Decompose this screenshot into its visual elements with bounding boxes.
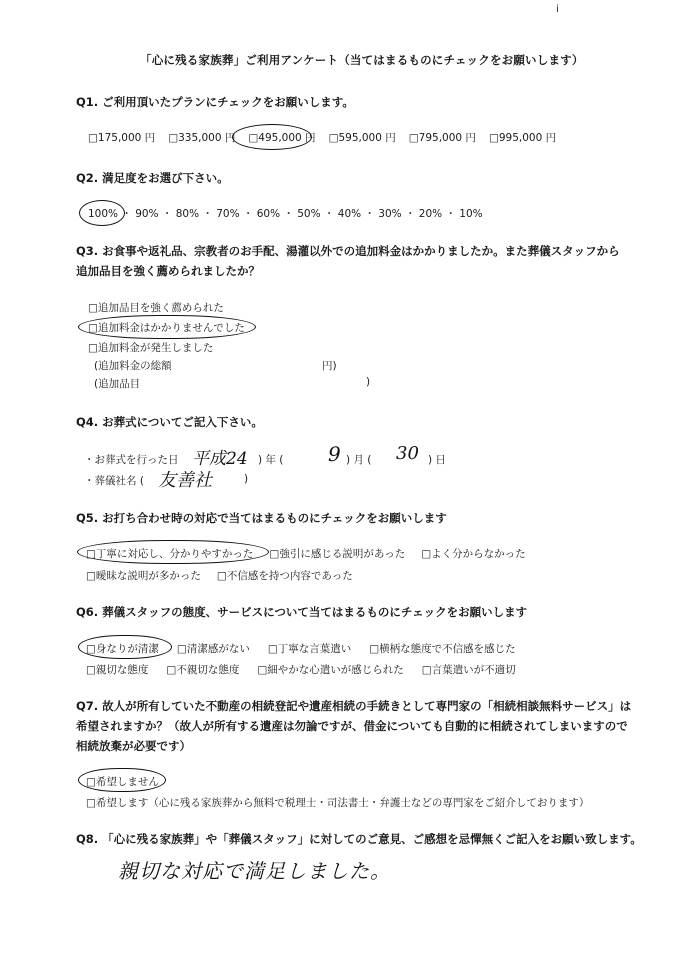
q3-selection-circle bbox=[78, 315, 256, 339]
q6-option-attentive[interactable]: □細やかな心遣いが感じられた bbox=[257, 664, 404, 676]
q7-selection-circle bbox=[78, 768, 166, 792]
q5-option-vague[interactable]: □曖昧な説明が多かった bbox=[86, 570, 201, 582]
q6-option-polite-words[interactable]: □丁寧な言葉遣い bbox=[267, 643, 352, 655]
survey-title: 「心に残る家族葬」ご利用アンケート（当てはまるものにチェックをお願いします） bbox=[140, 53, 584, 67]
q3-items-close: ) bbox=[366, 376, 371, 388]
q4-company-label: ・葬儀社名 ( bbox=[84, 475, 144, 487]
q4-company-close: ) bbox=[244, 473, 249, 485]
q6-label: Q6. 葬儀スタッフの態度、サービスについて当てはまるものにチェックをお願いします bbox=[76, 605, 528, 619]
q7-option-decline[interactable]: □希望しません bbox=[86, 776, 159, 788]
q5-option-polite-clear[interactable]: □丁寧に対応し、分かりやすかった bbox=[86, 548, 254, 560]
q1-option-995000[interactable]: □995,000 円 bbox=[488, 132, 557, 144]
q4-month-unit: ) 月 ( bbox=[346, 454, 372, 466]
q6-selection-circle bbox=[78, 635, 172, 659]
q5-options-row2 bbox=[86, 568, 353, 583]
q2-options[interactable]: 100% ・ 90% ・ 80% ・ 70% ・ 60% ・ 50% ・ 40% ・ 30% ・ 20% ・ 10% bbox=[88, 208, 483, 220]
q2-selection-circle bbox=[79, 200, 125, 226]
q3-amount-label: (追加料金の総額 bbox=[94, 360, 172, 372]
q4-day-unit: ) 日 bbox=[428, 454, 446, 466]
q7-option-request[interactable]: □希望します（心に残る家族葬から無料で税理士・司法書士・弁護士などの専門家をご紹介しております） bbox=[86, 797, 590, 809]
q3-option-recommended[interactable]: □追加品目を強く薦められた bbox=[88, 302, 224, 314]
q1-option-175000[interactable]: □175,000 円 bbox=[88, 132, 156, 144]
q1-option-795000[interactable]: □795,000 円 bbox=[408, 132, 476, 144]
q5-option-unclear[interactable]: □よく分からなかった bbox=[421, 548, 526, 560]
q3-items-label: (追加品目 bbox=[94, 378, 141, 390]
q1-option-335000[interactable]: □335,000 円 bbox=[168, 132, 236, 144]
q3-label-line1: Q3. お食事や返礼品、宗教者のお手配、湯灌以外での追加料金はかかりましたか。また葬儀スタッフから bbox=[76, 244, 620, 258]
q4-date-month[interactable]: 9 bbox=[328, 442, 341, 466]
q4-company-value[interactable]: 友善社 bbox=[158, 470, 212, 491]
corner-mark: i bbox=[556, 4, 559, 15]
q4-date-label: ・お葬式を行った日 bbox=[84, 454, 179, 466]
q1-selection-circle bbox=[232, 124, 312, 150]
q8-answer[interactable]: 親切な対応で満足しました。 bbox=[118, 859, 391, 883]
q5-option-distrust[interactable]: □不信感を持つ内容であった bbox=[216, 570, 353, 582]
q7-label-line2: 希望されますか？（故人が所有する遺産は勿論ですが、借金についても自動的に相続されてしまいますので bbox=[76, 719, 628, 733]
q6-options-row2 bbox=[86, 662, 516, 677]
q6-option-kind[interactable]: □親切な態度 bbox=[86, 664, 149, 676]
q5-label: Q5. お打ち合わせ時の対応で当てはまるものにチェックをお願いします bbox=[76, 511, 447, 525]
q1-options bbox=[88, 130, 556, 145]
q5-option-forceful[interactable]: □強引に感じる説明があった bbox=[269, 548, 406, 560]
q4-year-unit: ) 年 ( bbox=[258, 454, 284, 466]
q4-date-era[interactable]: 平成24 bbox=[192, 449, 248, 469]
q3-amount-unit: 円) bbox=[322, 360, 337, 372]
q1-option-495000[interactable]: □495,000 円 bbox=[248, 132, 316, 144]
q6-option-clean[interactable]: □身なりが清潔 bbox=[86, 643, 159, 655]
q6-option-improper-words[interactable]: □言葉遣いが不適切 bbox=[421, 664, 516, 676]
q2-label: Q2. 満足度をお選び下さい。 bbox=[76, 171, 229, 185]
q6-option-arrogant[interactable]: □横柄な態度で不信感を感じた bbox=[369, 643, 516, 655]
q1-option-595000[interactable]: □595,000 円 bbox=[328, 132, 396, 144]
q7-label-line3: 相続放棄が必要です） bbox=[76, 739, 191, 753]
q4-date-day[interactable]: 30 bbox=[396, 443, 419, 464]
q7-label-line1: Q7. 故人が所有していた不動産の相続登記や遺産相続の手続きとして専門家の「相続相談無料サービス」は bbox=[76, 699, 632, 713]
q6-option-not-clean[interactable]: □清潔感がない bbox=[176, 643, 250, 655]
q3-label-line2: 追加品目を強く薦められましたか？ bbox=[76, 264, 260, 278]
q8-label: Q8. 「心に残る家族葬」や「葬儀スタッフ」に対してのご意見、ご感想を忌憚無くご記入をお願い致します。 bbox=[76, 832, 642, 846]
q3-option-no-extra-fee[interactable]: □追加料金はかかりませんでした bbox=[88, 322, 245, 334]
q5-selection-circle bbox=[77, 540, 269, 564]
q6-option-unkind[interactable]: □不親切な態度 bbox=[166, 664, 240, 676]
q3-option-extra-fee[interactable]: □追加料金が発生しました bbox=[88, 342, 214, 354]
q4-label: Q4. お葬式についてご記入下さい。 bbox=[76, 415, 263, 429]
q1-label: Q1. ご利用頂いたプランにチェックをお願いします。 bbox=[76, 95, 354, 109]
